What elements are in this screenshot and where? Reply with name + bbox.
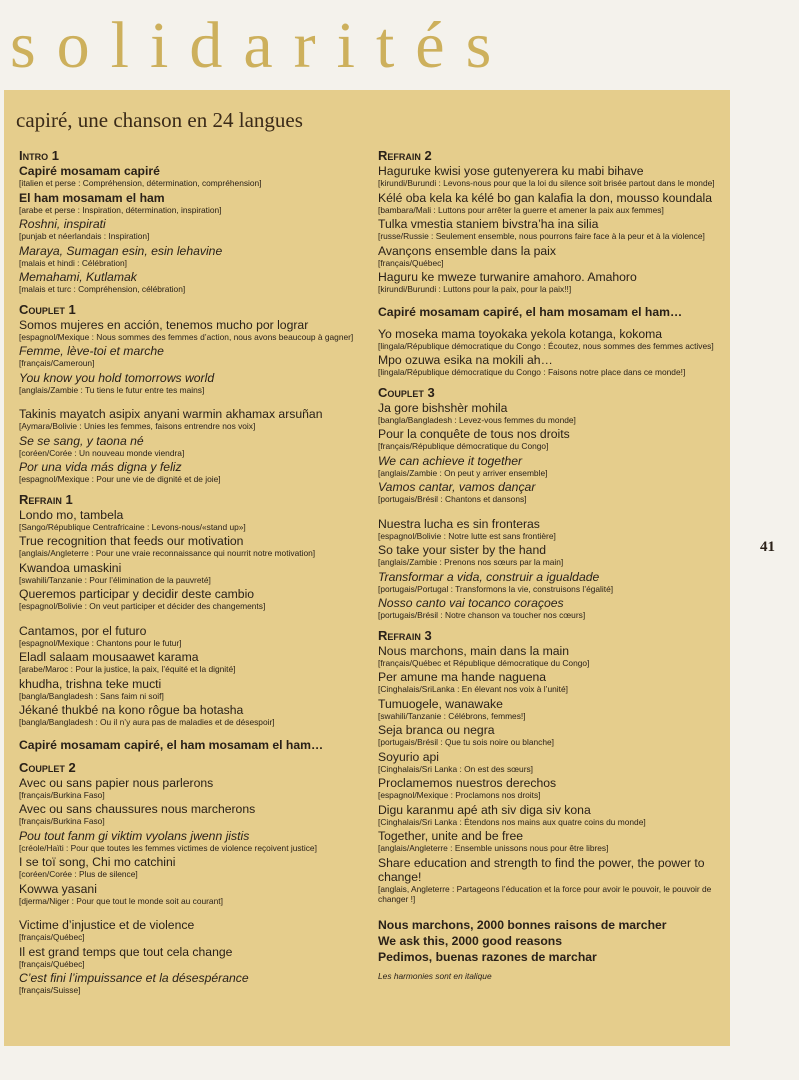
page-subtitle: capiré, une chanson en 24 langues (16, 108, 303, 132)
closing-line: Pedimos, buenas razones de marchar (378, 949, 597, 964)
translation-note: [portugais/Brésil : Que tu sois noire ou blanche] (378, 737, 554, 747)
closing-line: We ask this, 2000 good reasons (378, 933, 563, 948)
lyric-line: Pour la conquête de tous nos droits (378, 427, 570, 441)
lyric-line: So take your sister by the hand (378, 543, 547, 557)
translation-note: [français/Québec] (19, 932, 85, 942)
lyric-line: Together, unite and be free (378, 829, 524, 843)
section-heading: Couplet 1 (19, 301, 76, 317)
translation-note: [anglais, Angleterre : Partageons l’éducation et la force pour avoir le pouvoir, le pouvoir de changer !] (378, 883, 712, 904)
section-heading: Intro 1 (19, 148, 59, 163)
lyric-line: Yo moseka mama toyokaka yekola kotanga, kokoma (378, 326, 663, 341)
section-heading: Refrain 2 (378, 148, 432, 163)
translation-note: [anglais/Zambie : Tu tiens le futur entre tes mains] (19, 384, 205, 395)
lyric-line: Jékané thukbé na kono rôgue ba hotasha (19, 703, 244, 717)
section-heading: Refrain 3 (378, 627, 432, 643)
lyric-line: Avançons ensemble dans la paix (378, 243, 556, 258)
lyric-line: True recognition that feeds our motivation (19, 534, 244, 548)
translation-note: [arabe et perse : Inspiration, détermination, inspiration] (19, 204, 222, 215)
translation-note: [français/Québec et République démocratique du Congo] (378, 657, 590, 668)
translation-note: [arabe/Maroc : Pour la justice, la paix, l’équité et la dignité] (19, 664, 236, 674)
lyric-line: You know you hold tomorrows world (19, 370, 215, 385)
translation-note: [espagnol/Bolivie : Notre lutte est sans frontière] (378, 530, 556, 541)
lyric-line: Maraya, Sumagan esin, esin lehavine (19, 243, 223, 258)
lyric-line: Roshni, inspirati (19, 217, 106, 231)
lyric-line: Mpo ozuwa esika na mokili ah… (378, 353, 553, 367)
lyric-line: Proclamemos nuestros derechos (378, 776, 557, 790)
translation-note: [Cinghalais/Sri Lanka : On est des sœurs] (378, 763, 534, 774)
translation-note: [russe/Russie : Seulement ensemble, nous pourrons faire face à la peur et à la violence] (378, 231, 705, 241)
chorus-line: Capiré mosamam capiré, el ham mosamam el ham… (378, 304, 683, 319)
translation-note: [espagnol/Mexique : Proclamons nos droits] (378, 790, 541, 800)
lyric-line: khudha, trishna teke mucti (19, 676, 162, 691)
lyric-line: Transformar a vida, construir a igualdade (378, 569, 600, 584)
translation-note: [kirundi/Burundi : Luttons pour la paix, pour la paix!!] (378, 284, 572, 294)
spacer (19, 908, 371, 918)
spacer (19, 397, 371, 407)
lyric-line: Eladl salaam mousaawet karama (19, 650, 199, 664)
lyric-line: Kélé oba kela ka kélé bo gan kalafia la don, mousso koundala (378, 190, 713, 205)
translation-note: [français/Québec] (19, 958, 85, 969)
translation-note: [créole/Haïti : Pour que toutes les femmes victimes de violence reçoivent justice] (19, 842, 317, 853)
translation-note: [portugais/Brésil : Notre chanson va toucher nos cœurs] (378, 610, 586, 620)
chorus-line: Capiré mosamam capiré, el ham mosamam el ham… (19, 737, 324, 752)
lyric-line: Ja gore bishshèr mohila (378, 400, 508, 415)
lyric-line: Avec ou sans chaussures nous marcherons (19, 802, 256, 816)
translation-note: [espagnol/Bolivie : On veut participer et décider des changements] (19, 601, 266, 611)
translation-note: [Sango/République Centrafricaine : Levons-nous/«stand up»] (19, 521, 246, 532)
translation-note: [bangla/Bangladesh : Levez-vous femmes du monde] (378, 414, 576, 425)
translation-note: [français/Burkina Faso] (19, 816, 105, 826)
translation-note: [français/Cameroun] (19, 358, 95, 368)
spacer (378, 907, 723, 917)
lyric-line: Kwandoa umaskini (19, 560, 122, 575)
translation-note: [coréen/Corée : Un nouveau monde viendra] (19, 447, 185, 458)
translation-note: [français/Burkina Faso] (19, 789, 105, 800)
lyric-line: Tulka vmestia staniem bivstra’ha ina silia (378, 217, 599, 231)
lyric-line: Haguruke kwisi yose gutenyerera ku mabi bihave (378, 164, 644, 178)
translation-note: [espagnol/Mexique : Nous sommes des femmes d’action, nous avons beaucoup à gagner] (19, 331, 354, 342)
closing-line: Nous marchons, 2000 bonnes raisons de marcher (378, 917, 667, 932)
right-column (378, 148, 723, 981)
lyric-line: Haguru ke mweze turwanire amahoro. Amahoro (378, 270, 637, 284)
lyric-line: Tumuogele, wanawake (378, 696, 503, 711)
translation-note: [malais et turc : Compréhension, célébration] (19, 284, 186, 294)
spacer (19, 614, 371, 624)
page-number: 41 (760, 539, 775, 555)
lyric-line: Il est grand temps que tout cela change (19, 944, 233, 959)
lyric-line: Queremos participar y decidir deste cambio (19, 587, 255, 601)
translation-note: [italien et perse : Compréhension, détermination, compréhension] (19, 178, 262, 188)
translation-note: [espagnol/Mexique : Pour une vie de dignité et de joie] (19, 474, 221, 484)
translation-note: [coréen/Corée : Plus de silence] (19, 869, 138, 879)
lyric-line: Victime d’injustice et de violence (19, 918, 195, 932)
lyric-line: Nous marchons, main dans la main (378, 643, 570, 658)
translation-note: [portugais/Portugal : Transformons la vie, construisons l’égalité] (378, 583, 614, 594)
lyric-line: Por una vida más digna y feliz (19, 460, 182, 474)
translation-note: [Cinghalais/Sri Lanka : Étendons nos mains aux quatre coins du monde] (378, 816, 646, 827)
translation-note: [Aymara/Bolivie : Unies les femmes, faisons entrendre nos voix] (19, 421, 256, 431)
lyric-line: I se toï song, Chi mo catchini (19, 855, 176, 869)
lyric-line: Kowwa yasani (19, 881, 97, 896)
lyric-line: Pou tout fanm gi viktim vyolans jwenn jistis (19, 828, 250, 843)
footnote: Les harmonies sont en italique (378, 970, 492, 981)
lyric-line: Londo mo, tambela (19, 507, 124, 522)
translation-note: [swahili/Tanzanie : Célébrons, femmes!] (378, 710, 526, 721)
translation-note: [anglais/Angleterre : Pour une vraie reconnaissance qui nourrit notre motivation] (19, 548, 316, 558)
translation-note: [anglais/Angleterre : Ensemble unissons nous pour être libres] (378, 843, 609, 853)
left-column (19, 148, 371, 998)
translation-note: [lingala/République démocratique du Congo : Écoutez, nous sommes des femmes actives] (378, 340, 714, 351)
lyric-line: Digu karanmu apé ath siv diga siv kona (378, 802, 591, 817)
translation-note: [bangla/Bangladesh : Ou il n’y aura pas de maladies et de désespoir] (19, 717, 275, 727)
section-heading: Refrain 1 (19, 491, 73, 507)
translation-note: [lingala/République démocratique du Congo : Faisons notre place dans ce monde!] (378, 367, 686, 377)
translation-note: [espagnol/Mexique : Chantons pour le futur] (19, 637, 182, 648)
lyric-line: Nuestra lucha es sin fronteras (378, 516, 540, 531)
lyric-line: Vamos cantar, vamos dançar (378, 480, 536, 494)
translation-note: [français/Suisse] (19, 985, 81, 995)
lyric-line: Cantamos, por el futuro (19, 623, 147, 638)
translation-note: [swahili/Tanzanie : Pour l’élimination de la pauvreté] (19, 574, 211, 585)
translation-note: [kirundi/Burundi : Levons-nous pour que la loi du silence soit brisée partout dans le monde] (378, 178, 715, 188)
translation-note: [anglais/Zambie : On peut y arriver ensemble] (378, 467, 548, 478)
spacer (378, 507, 723, 517)
translation-note: [Cinghalais/SriLanka : En élevant nos voix à l’unité] (378, 684, 568, 694)
section-heading: Couplet 2 (19, 759, 76, 775)
lyric-line: Se se sang, y taona né (19, 433, 144, 448)
lyric-line: We can achieve it together (378, 453, 523, 468)
translation-note: [anglais/Zambie : Prenons nos sœurs par la main] (378, 557, 564, 567)
masthead-title: solidarités (10, 9, 513, 82)
translation-note: [bangla/Bangladesh : Sans faim ni soif] (19, 690, 164, 701)
lyric-line: Share education and strength to find the power, the power to change! (378, 855, 705, 884)
translation-note: [malais et hindi : Célébration] (19, 257, 127, 268)
translation-note: [punjab et néerlandais : Inspiration] (19, 231, 150, 241)
lyric-line: C’est fini l’impuissance et la désespérance (19, 971, 249, 985)
section-heading: Couplet 3 (378, 384, 435, 400)
lyric-line: Somos mujeres en acción, tenemos mucho por lograr (19, 317, 309, 332)
lyric-line: Nosso canto vai tocanco coraçoes (378, 596, 564, 610)
translation-note: [portugais/Brésil : Chantons et dansons] (378, 494, 527, 504)
lyric-line: Memahami, Kutlamak (19, 270, 137, 284)
lyric-line: El ham mosamam el ham (19, 190, 165, 205)
lyric-line: Capiré mosamam capiré (19, 164, 160, 178)
translation-note: [français/République démocratique du Congo] (378, 441, 549, 451)
translation-note: [français/Québec] (378, 257, 444, 268)
lyric-line: Soyurio api (378, 749, 439, 764)
lyric-line: Per amune ma hande naguena (378, 670, 547, 684)
lyric-line: Femme, lève-toi et marche (19, 344, 164, 358)
lyric-line: Avec ou sans papier nous parlerons (19, 775, 214, 790)
lyric-line: Seja branca ou negra (378, 723, 495, 737)
translation-note: [djerma/Niger : Pour que tout le monde soit au courant] (19, 895, 223, 906)
translation-note: [bambara/Mali : Luttons pour arrêter la guerre et amener la paix aux femmes] (378, 204, 664, 215)
lyric-line: Takinis mayatch asipix anyani warmin akhamax arsuñan (19, 407, 323, 421)
